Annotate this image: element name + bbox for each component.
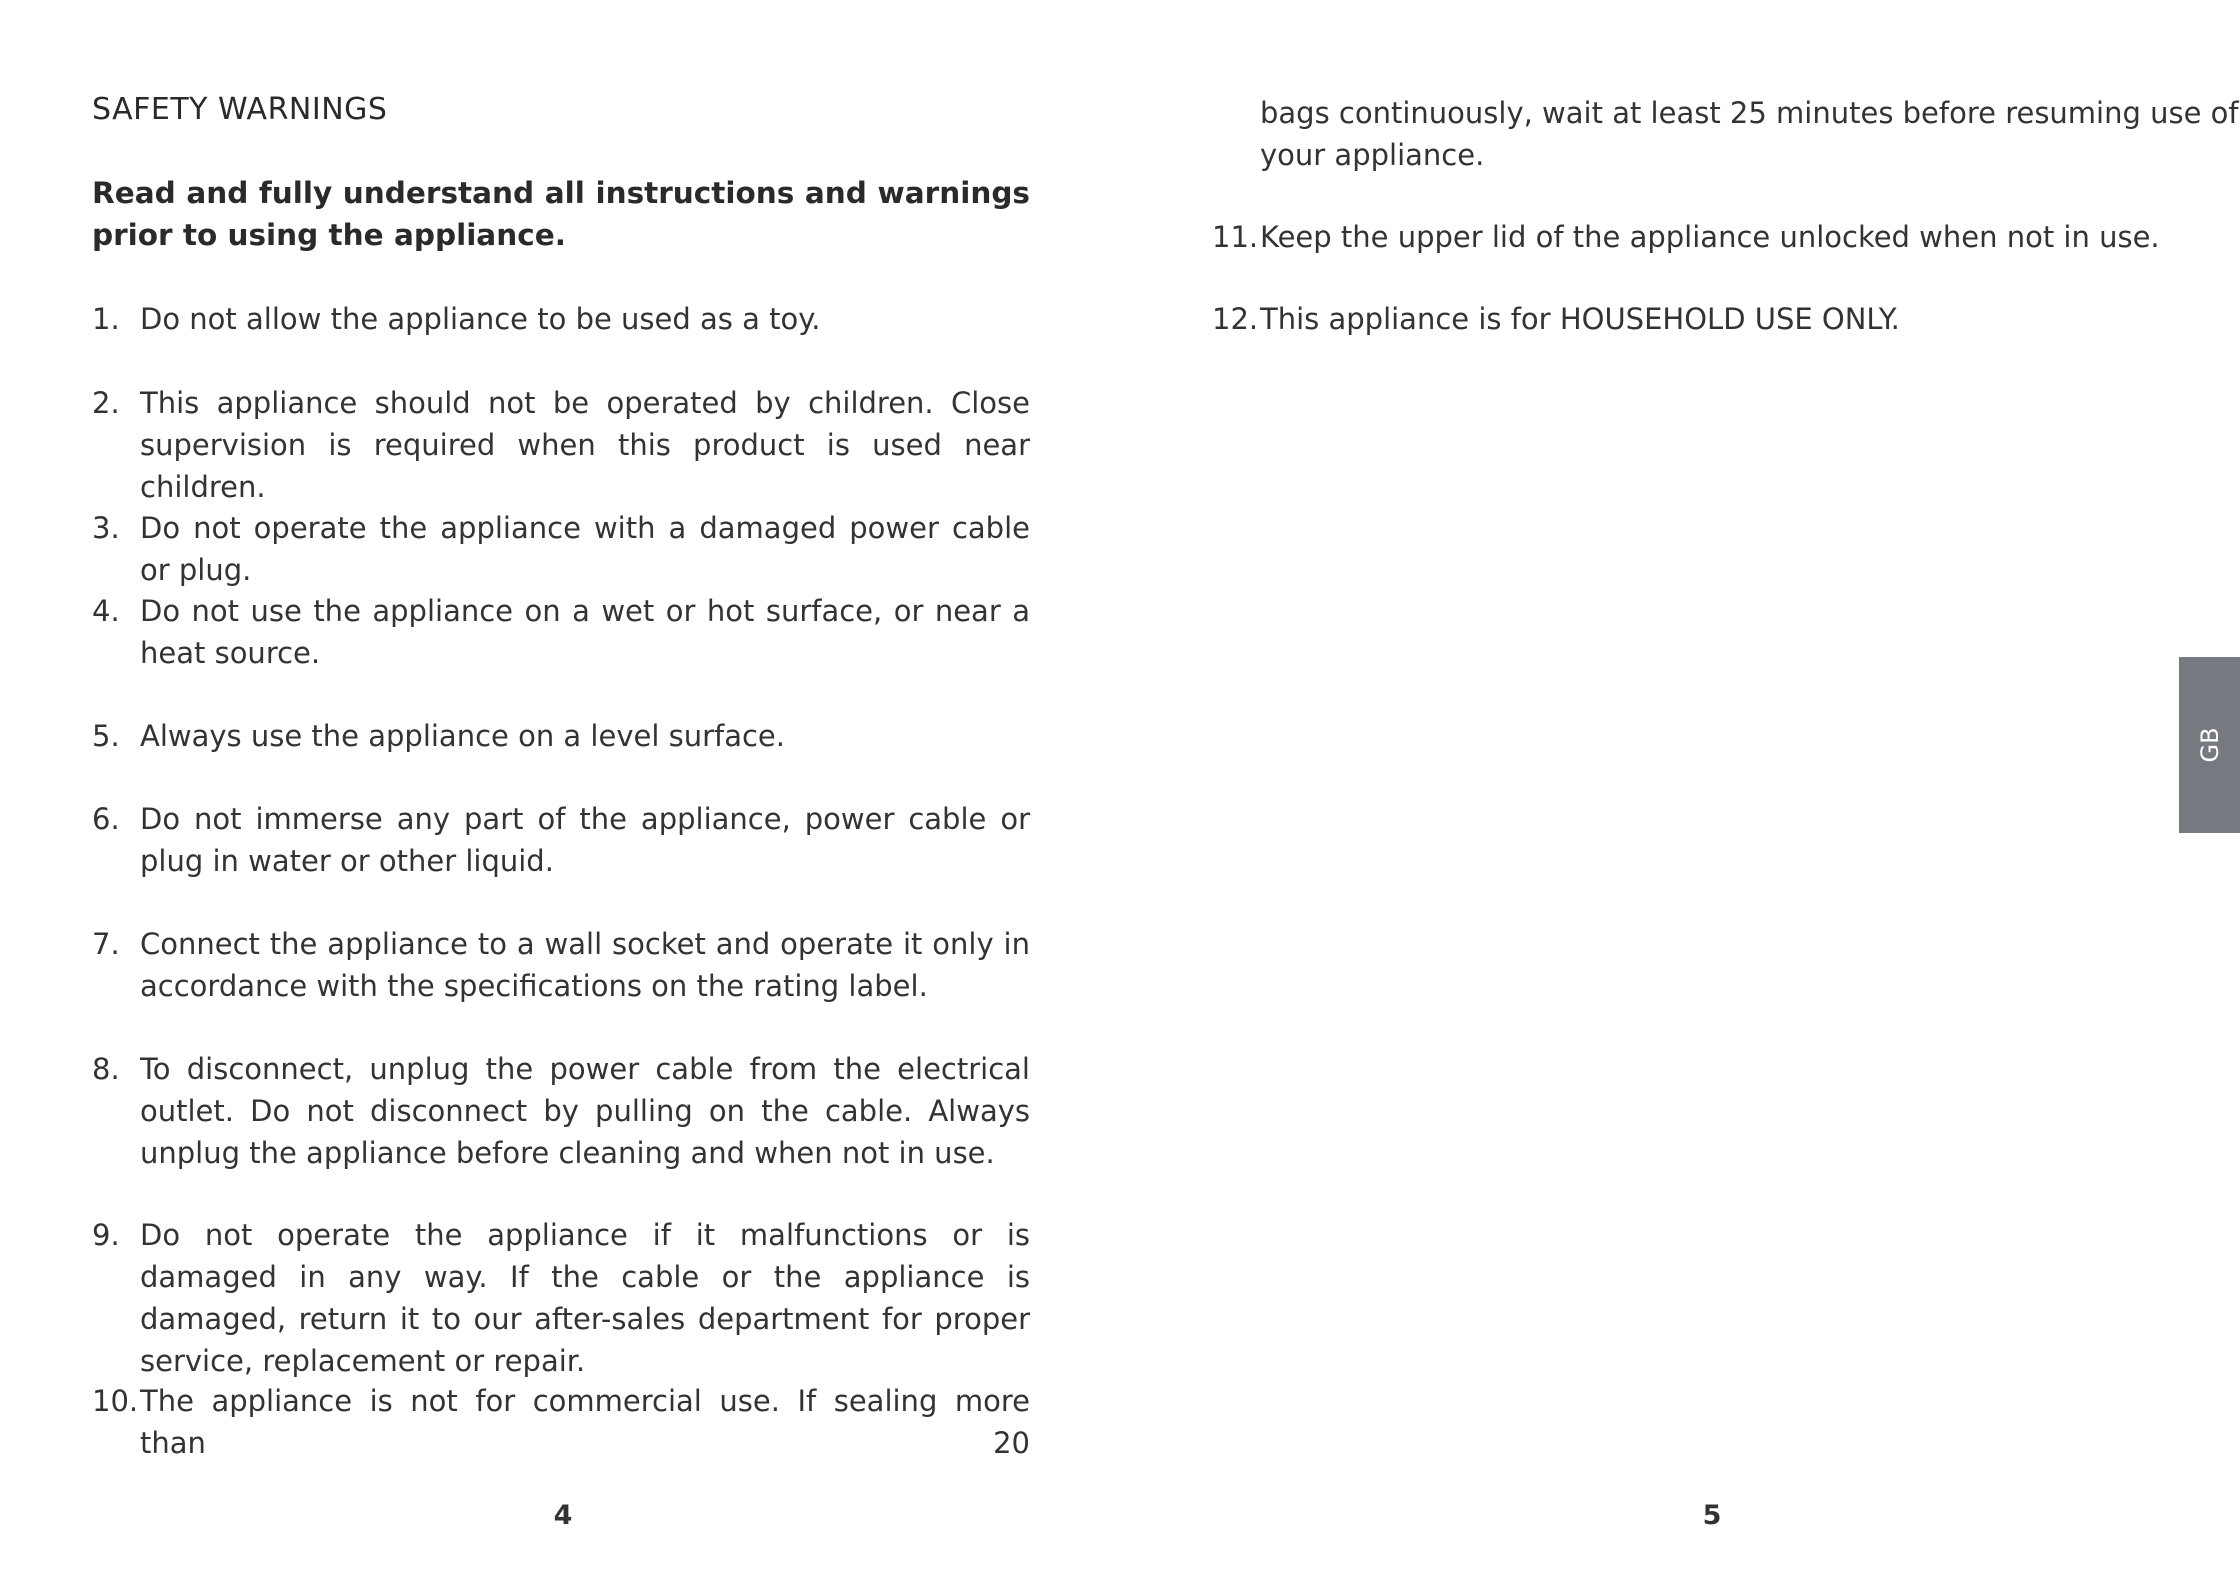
item-text: Do not allow the appliance to be used as a toy. — [140, 302, 821, 336]
list-item — [92, 798, 1030, 882]
item-number: 8. — [92, 1052, 120, 1086]
item-text: This appliance is for HOUSEHOLD USE ONLY. — [1260, 302, 1900, 336]
page-number: 4 — [553, 1500, 573, 1531]
item-number: 1. — [92, 302, 120, 336]
item-text: Connect the appliance to a wall socket and operate it only in accordance with the specifications on the rating label. — [140, 927, 1030, 1003]
section-title: SAFETY WARNINGS — [92, 92, 388, 127]
item-text: Do not operate the appliance if it malfunctions or is damaged in any way. If the cable or the appliance is damaged, return it to our after-sales department for proper service, replacement or repair. — [140, 1218, 1030, 1378]
item-text: Do not immerse any part of the appliance, power cable or plug in water or other liquid. — [140, 802, 1030, 878]
list-item — [92, 382, 1030, 508]
page-number: 5 — [1702, 1500, 1722, 1531]
item-text: Do not operate the appliance with a damaged power cable or plug. — [140, 511, 1030, 587]
item-number: 3. — [92, 511, 120, 545]
item-text: Always use the appliance on a level surface. — [140, 719, 785, 753]
item-number: 10. — [92, 1384, 139, 1418]
list-item — [1212, 216, 2240, 258]
item-number: 2. — [92, 386, 120, 420]
list-item — [92, 923, 1030, 1007]
intro-warning: Read and fully understand all instructions and warnings prior to using the appliance. — [92, 176, 1030, 252]
item-number: 11. — [1212, 220, 1259, 254]
language-tab — [2179, 657, 2240, 833]
language-label: GB — [2195, 727, 2224, 763]
item-number: 4. — [92, 594, 120, 628]
item-number: 6. — [92, 802, 120, 836]
item-text: This appliance should not be operated by children. Close supervision is required when this product is used near children. — [140, 386, 1030, 504]
right-page — [1120, 0, 2240, 1590]
list-item — [92, 298, 1030, 340]
item-number: 12. — [1212, 302, 1259, 336]
list-item — [92, 1380, 1030, 1464]
list-item — [92, 1048, 1030, 1174]
list-item — [92, 507, 1030, 591]
item-text: To disconnect, unplug the power cable from the electrical outlet. Do not disconnect by pulling on the cable. Always unplug the appliance before cleaning and when not in use. — [140, 1052, 1030, 1170]
item-text: The appliance is not for commercial use. If sealing more than 20 — [140, 1384, 1030, 1460]
list-item — [92, 1214, 1030, 1382]
item-text: Do not use the appliance on a wet or hot surface, or near a heat source. — [140, 594, 1030, 670]
item-number: 7. — [92, 927, 120, 961]
item-text: Keep the upper lid of the appliance unlocked when not in use. — [1260, 220, 2160, 254]
item-continuation: bags continuously, wait at least 25 minutes before resuming use of your appliance. — [1260, 96, 2239, 172]
item-number: 9. — [92, 1218, 120, 1252]
list-item — [1212, 298, 2240, 340]
item-number: 5. — [92, 719, 120, 753]
list-item — [92, 715, 1030, 757]
list-item — [92, 590, 1030, 674]
